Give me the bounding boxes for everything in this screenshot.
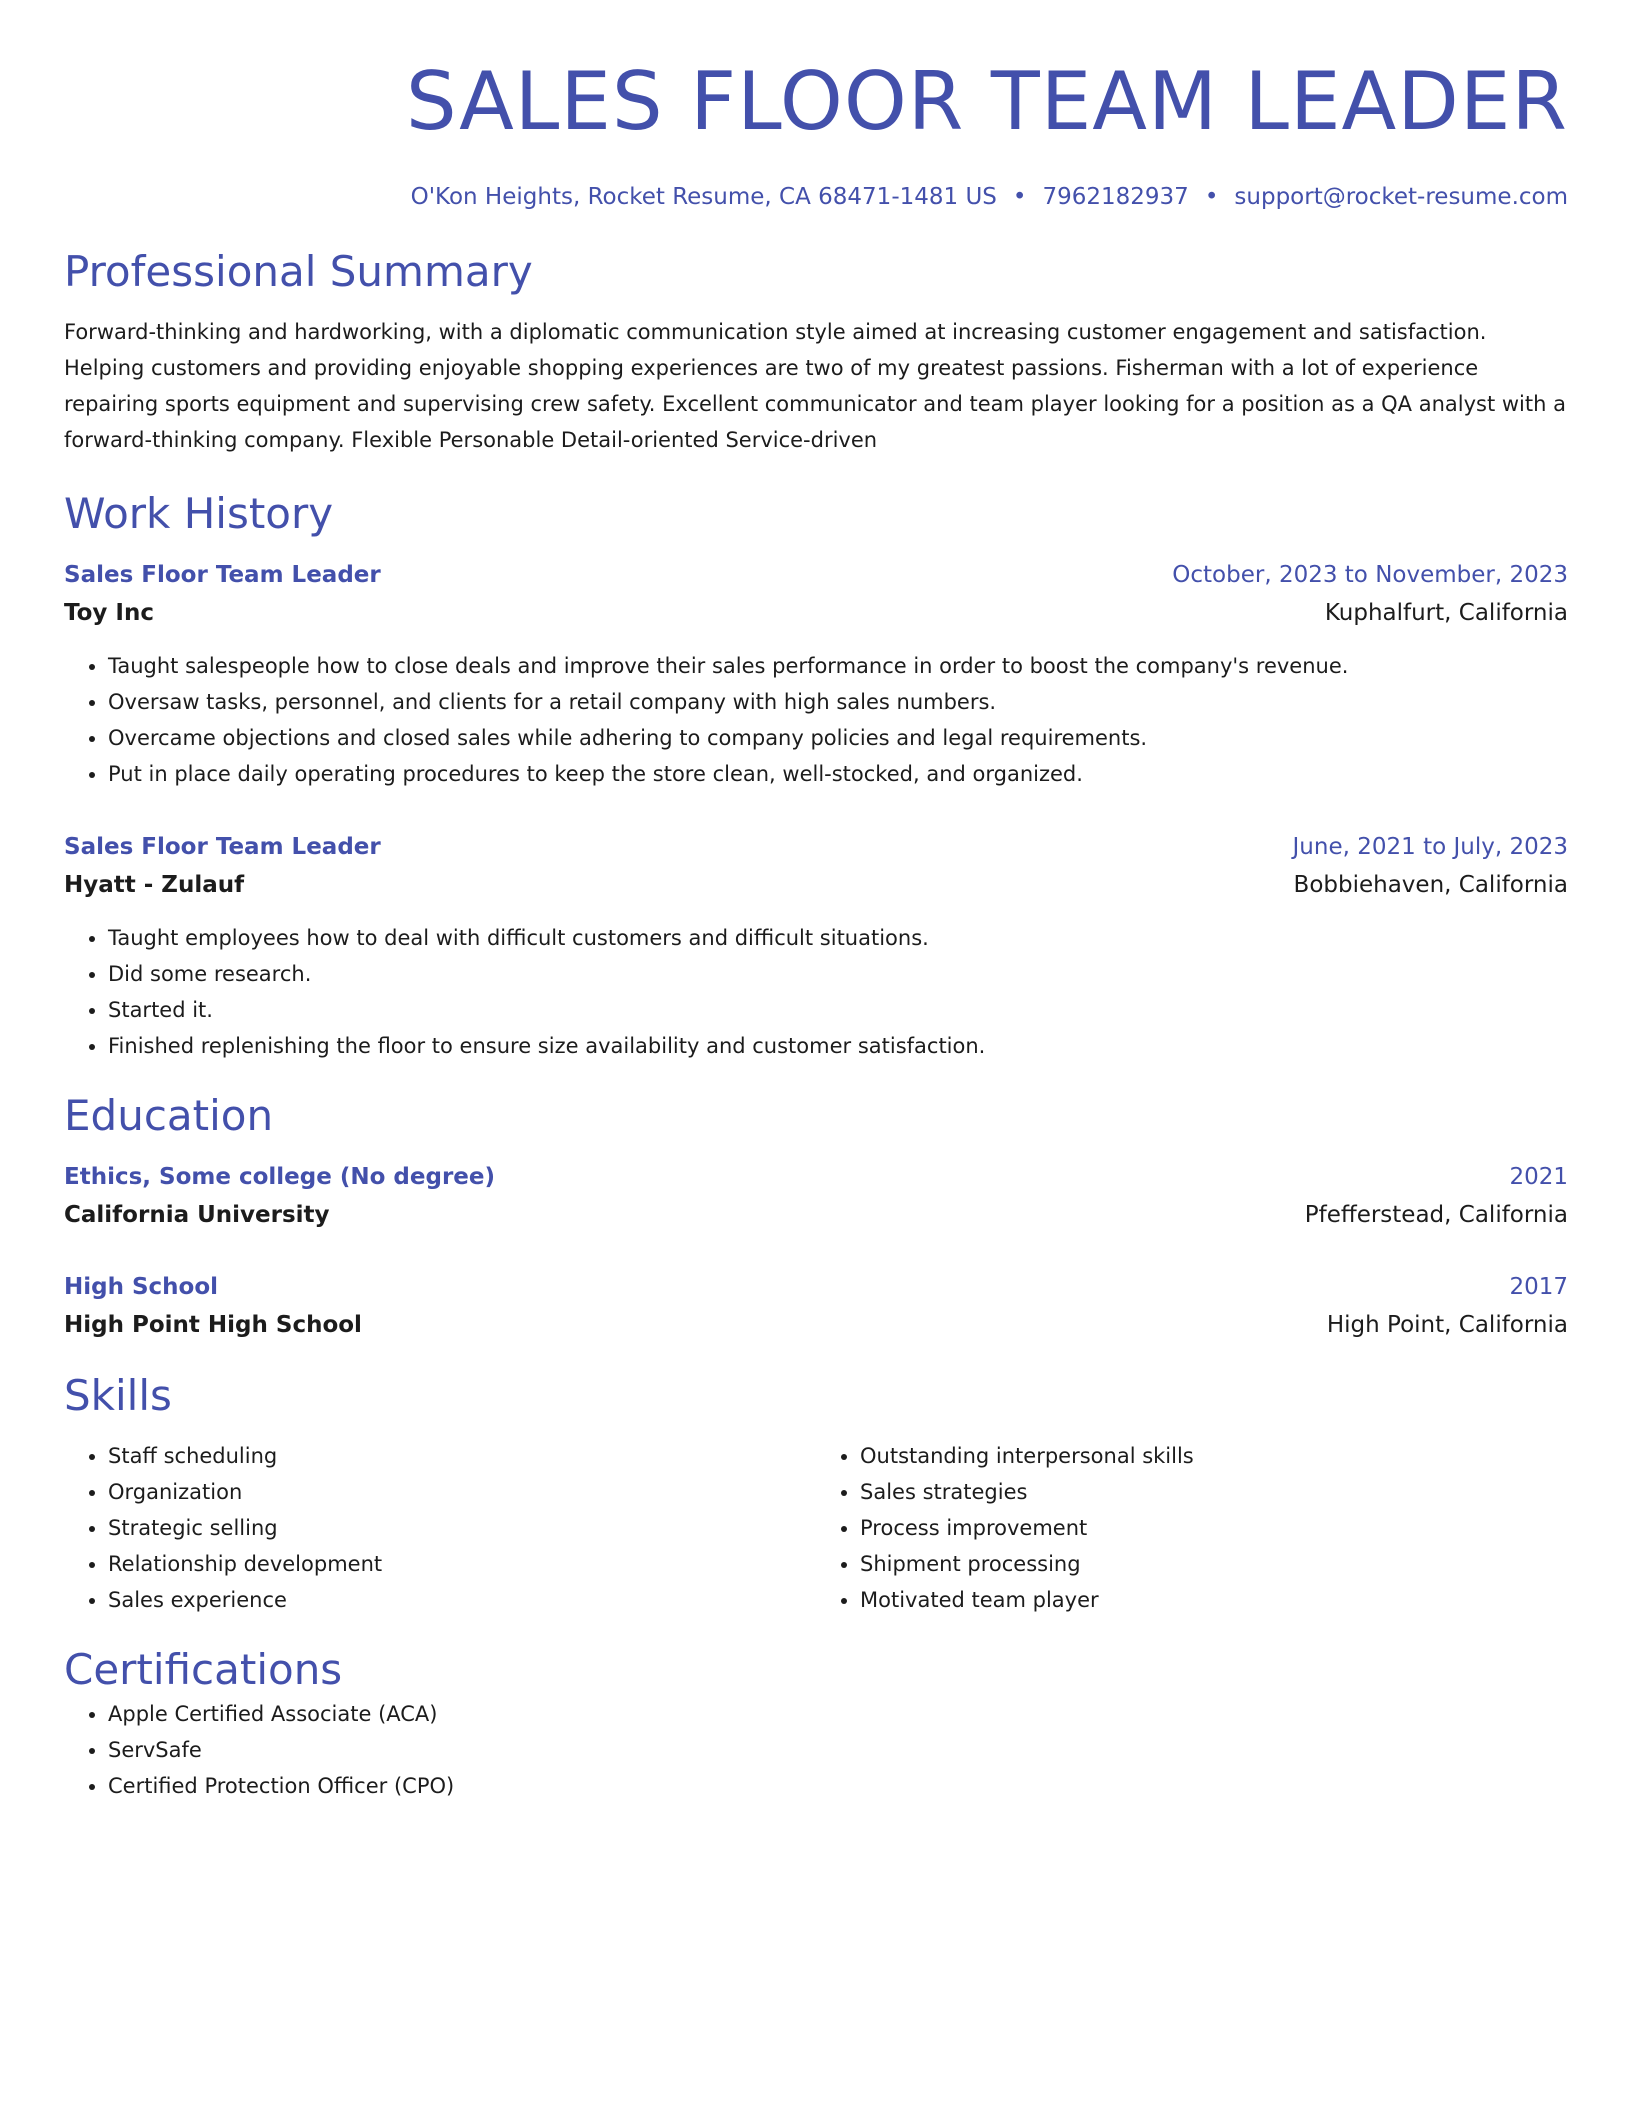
contact-phone: 7962182937	[1042, 184, 1189, 210]
job-company: Hyatt - Zulauf	[64, 872, 245, 898]
skill-item: • Relationship development	[108, 1546, 774, 1582]
skills-columns	[64, 1438, 1568, 1618]
job-dates: June, 2021 to July, 2023	[1292, 834, 1568, 860]
contact-address: O'Kon Heights, Rocket Resume, CA 68471-1481 US	[410, 184, 997, 210]
education-year: 2017	[1509, 1274, 1568, 1300]
education-school: High Point High School	[64, 1312, 362, 1338]
contact-separator: •	[1204, 184, 1219, 210]
resume-name: SALES FLOOR TEAM LEADER	[405, 55, 1568, 148]
contact-line	[64, 182, 1568, 212]
job-dates: October, 2023 to November, 2023	[1172, 562, 1568, 588]
job-company-row	[64, 594, 1568, 632]
summary-text: Forward-thinking and hardworking, with a diplomatic communication style aimed at increasing customer engagement and satisfaction. Helping customers and providing enjoyable shopping experiences are two of my greatest passions. Fisherman with a lot of experience repairing sports equipment and supervising crew safety. Excellent communicator and team player looking for a position as a QA analyst with a forward-thinking company. Flexible Personable Detail-oriented Service-driven	[64, 320, 1566, 452]
certifications-heading: Certifications	[64, 1645, 343, 1694]
job-bullet: • Taught salespeople how to close deals and improve their sales performance in order to boost the company's revenue.	[108, 648, 1568, 684]
education-location: High Point, California	[1326, 1312, 1568, 1338]
job-title: Sales Floor Team Leader	[64, 834, 381, 860]
skill-item: • Organization	[108, 1474, 774, 1510]
skill-item: • Staff scheduling	[108, 1438, 774, 1474]
education-degree: Ethics, Some college (No degree)	[64, 1164, 495, 1190]
certifications-list	[64, 1696, 1568, 1804]
job-bullets	[64, 648, 1568, 792]
education-degree: High School	[64, 1274, 219, 1300]
skills-heading: Skills	[64, 1371, 172, 1420]
education-location: Pfefferstead, California	[1304, 1202, 1568, 1228]
job-bullet: • Did some research.	[108, 956, 1568, 992]
skill-item: • Process improvement	[860, 1510, 1526, 1546]
job-entry	[64, 556, 1568, 792]
work-history-heading: Work History	[64, 489, 334, 538]
skill-item: • Motivated team player	[860, 1582, 1526, 1618]
job-location: Kuphalfurt, California	[1324, 600, 1568, 626]
job-company-row	[64, 866, 1568, 904]
certification-item: • Apple Certified Associate (ACA)	[108, 1696, 1568, 1732]
summary-heading: Professional Summary	[64, 247, 533, 296]
education-school: California University	[64, 1202, 330, 1228]
job-bullet: • Started it.	[108, 992, 1568, 1028]
job-entry	[64, 828, 1568, 1064]
education-header-row	[64, 1158, 1568, 1196]
skill-item: • Outstanding interpersonal skills	[860, 1438, 1526, 1474]
skills-list-left	[64, 1438, 774, 1618]
job-bullets	[64, 920, 1568, 1064]
job-bullet: • Taught employees how to deal with difficult customers and difficult situations.	[108, 920, 1568, 956]
contact-email: support@rocket-resume.com	[1234, 184, 1568, 210]
certification-item: • Certified Protection Officer (CPO)	[108, 1768, 1568, 1804]
job-location: Bobbiehaven, California	[1293, 872, 1568, 898]
job-header-row	[64, 556, 1568, 594]
education-heading: Education	[64, 1091, 274, 1140]
education-entry	[64, 1158, 1568, 1234]
skill-item: • Sales strategies	[860, 1474, 1526, 1510]
skill-item: • Shipment processing	[860, 1546, 1526, 1582]
job-header-row	[64, 828, 1568, 866]
job-company: Toy Inc	[64, 600, 155, 626]
education-entry	[64, 1268, 1568, 1344]
education-header-row	[64, 1268, 1568, 1306]
job-bullet: • Overcame objections and closed sales while adhering to company policies and legal requirements.	[108, 720, 1568, 756]
skills-list-right	[816, 1438, 1526, 1618]
job-bullet: • Oversaw tasks, personnel, and clients for a retail company with high sales numbers.	[108, 684, 1568, 720]
education-school-row	[64, 1196, 1568, 1234]
education-year: 2021	[1509, 1164, 1568, 1190]
resume-page	[64, 50, 1568, 1804]
education-school-row	[64, 1306, 1568, 1344]
contact-separator: •	[1012, 184, 1027, 210]
job-bullet: • Finished replenishing the floor to ensure size availability and customer satisfaction.	[108, 1028, 1568, 1064]
job-bullet: • Put in place daily operating procedures to keep the store clean, well-stocked, and organized.	[108, 756, 1568, 792]
skill-item: • Sales experience	[108, 1582, 774, 1618]
certification-item: • ServSafe	[108, 1732, 1568, 1768]
skill-item: • Strategic selling	[108, 1510, 774, 1546]
job-title: Sales Floor Team Leader	[64, 562, 381, 588]
